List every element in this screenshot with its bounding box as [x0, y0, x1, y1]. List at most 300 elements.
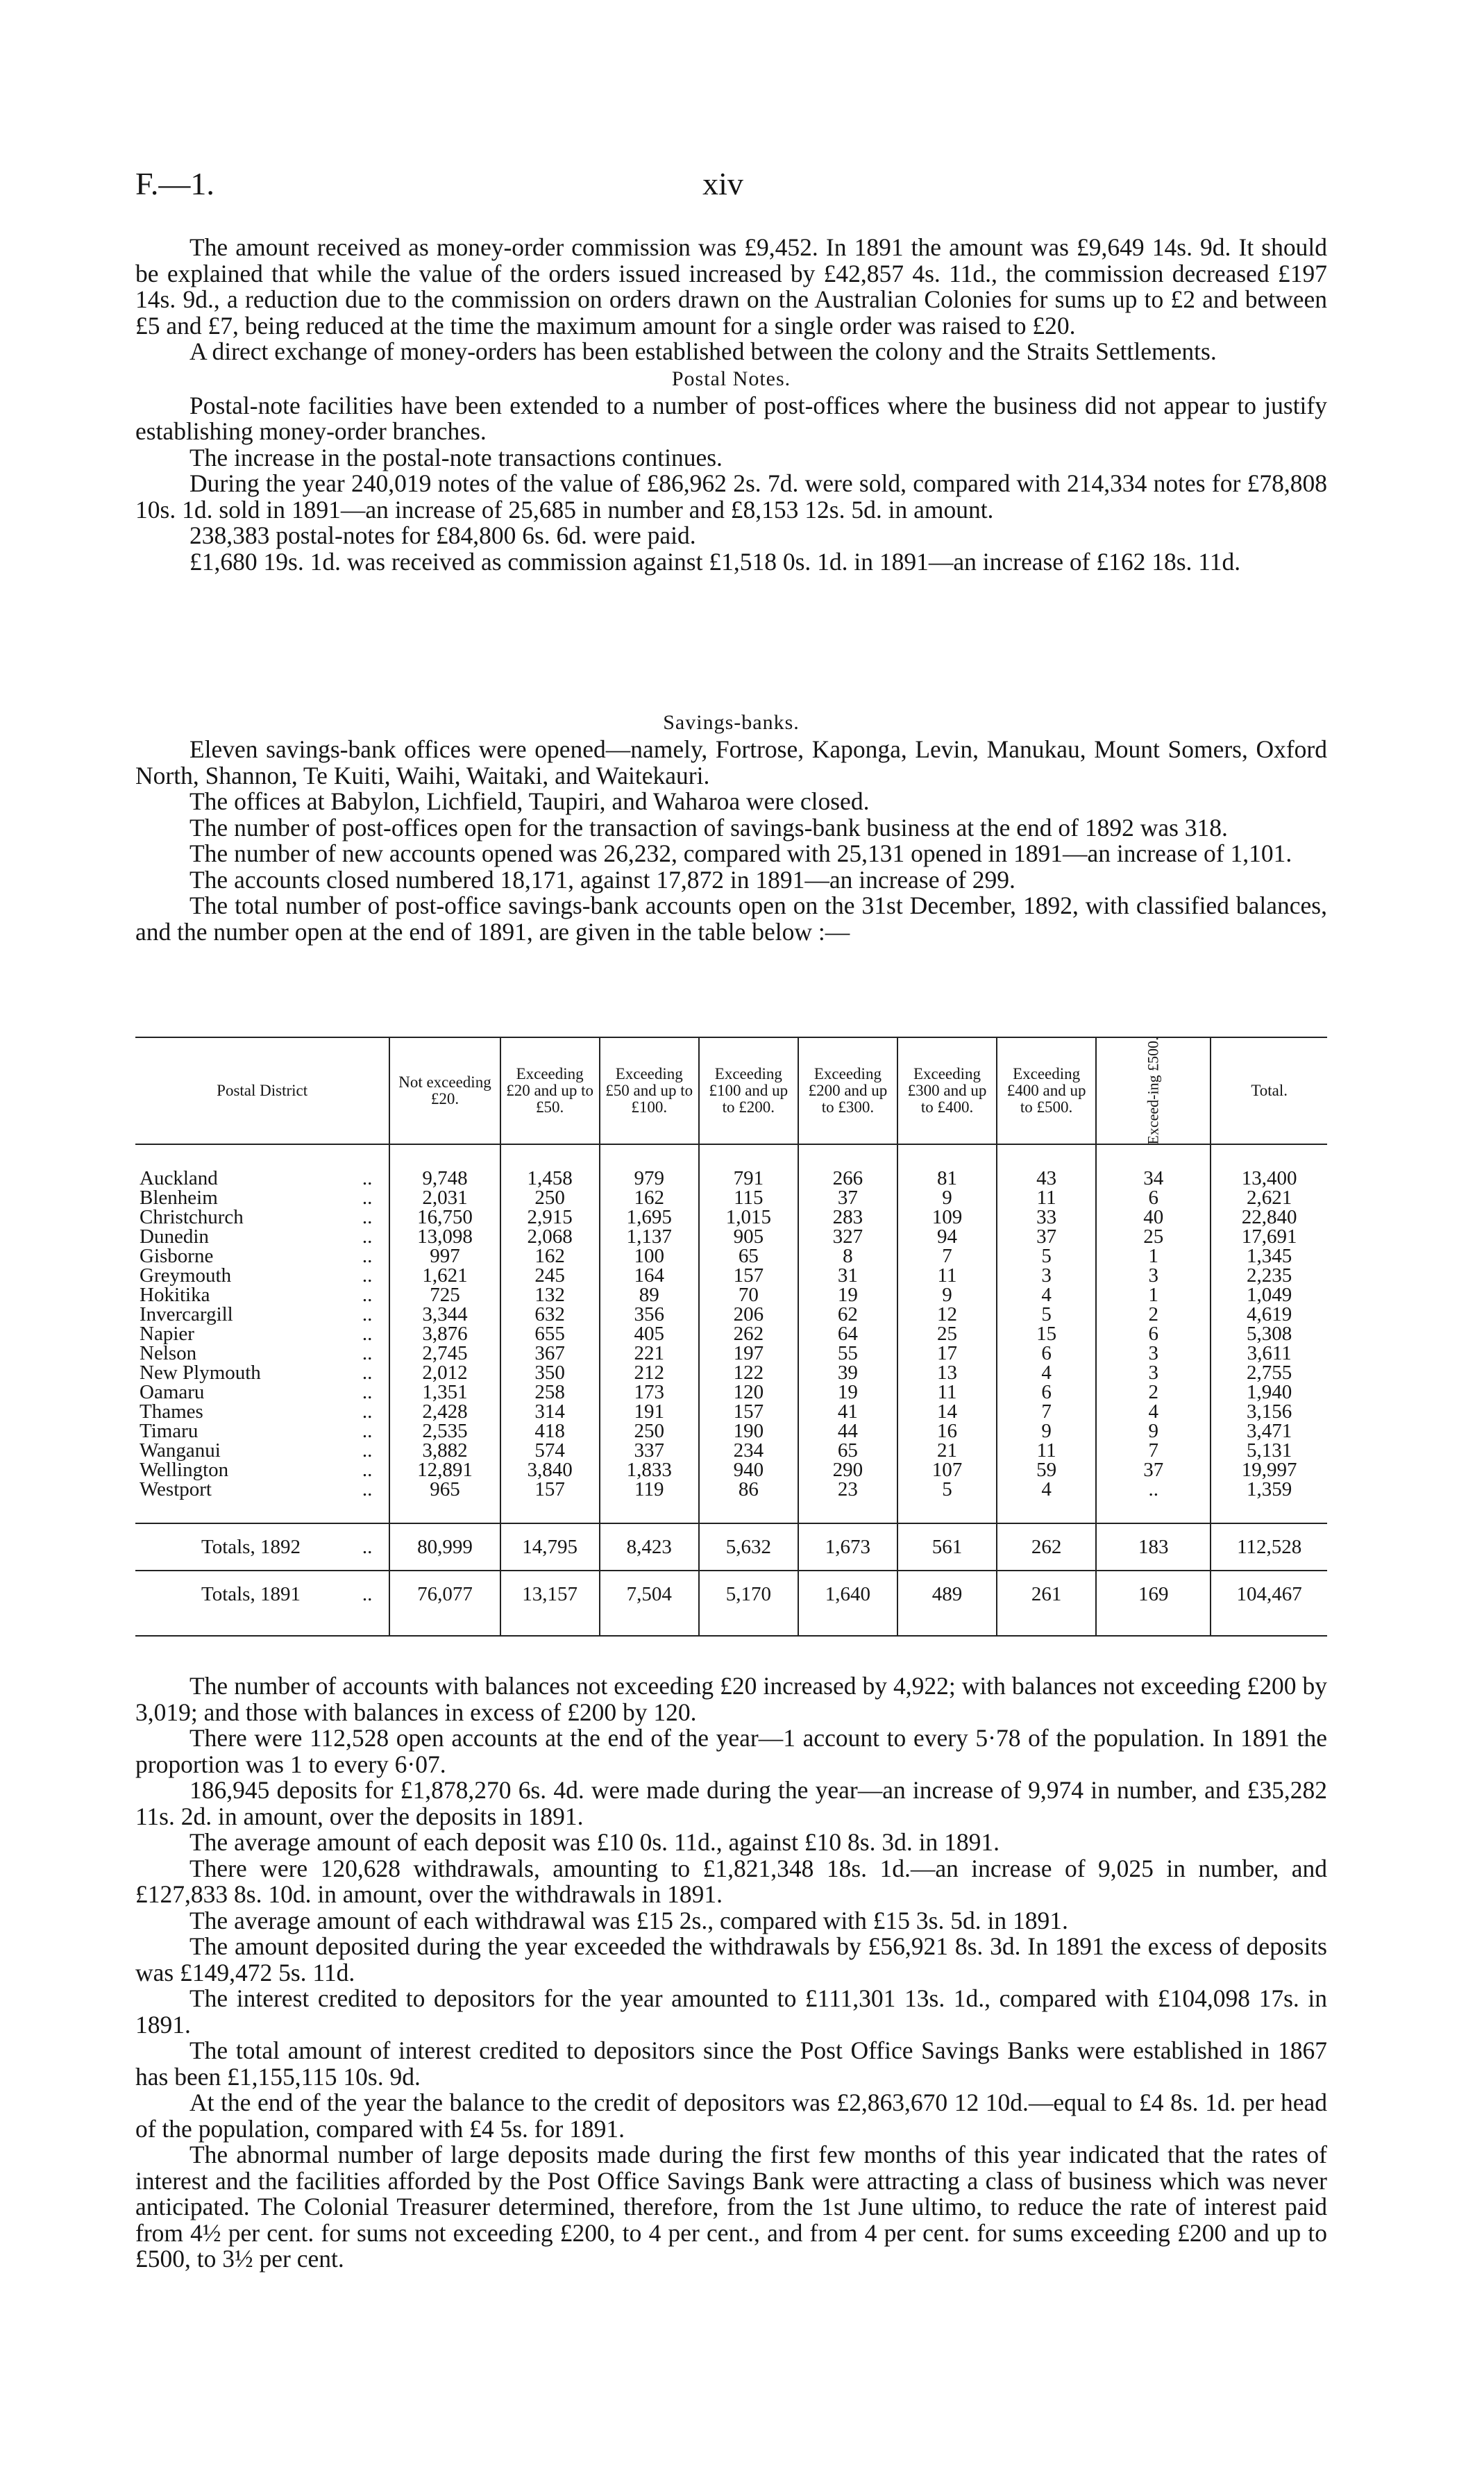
value-cell: 11: [997, 1441, 1096, 1460]
district-name: Auckland: [140, 1167, 218, 1189]
spacer-cell: [600, 1499, 699, 1523]
paragraph: The number of new accounts opened was 26,232, compared with 25,131 opened in 1891—an increase of 1,101.: [189, 839, 1292, 867]
leader-dots: ..: [362, 1206, 373, 1228]
paragraph: There were 112,528 open accounts at the end of the year—1 account to every 5·78 of the population. In 1891 the proportion was 1 to every 6·07.: [135, 1724, 1327, 1778]
header-20-to-50: Exceeding £20 and up to £50.: [500, 1037, 600, 1144]
table-row: [135, 1324, 1327, 1344]
paragraph: The amount deposited during the year exceeded the withdrawals by £56,921 8s. 3d. In 1891 the excess of deposits was £149,472 5s. 11d.: [135, 1932, 1327, 1986]
value-cell: 157: [699, 1266, 798, 1285]
district-cell: [135, 1285, 389, 1305]
value-cell: 44: [798, 1421, 897, 1441]
district-cell: [135, 1421, 389, 1441]
value-cell: 5: [897, 1480, 997, 1499]
spacer-cell: [135, 1144, 389, 1169]
value-cell: 791: [699, 1169, 798, 1188]
value-cell: 89: [600, 1285, 699, 1305]
value-cell: 5: [997, 1246, 1096, 1266]
value-cell: 2,012: [389, 1363, 500, 1382]
paragraph: The increase in the postal-note transactions continues.: [189, 443, 723, 471]
totals-value-cell: 80,999: [389, 1523, 500, 1571]
value-cell: 234: [699, 1441, 798, 1460]
value-cell: 221: [600, 1344, 699, 1363]
leader-dots: ..: [362, 1323, 373, 1345]
spacer-cell: [699, 1617, 798, 1636]
table-row: [135, 1246, 1327, 1266]
value-cell: 4: [997, 1285, 1096, 1305]
value-cell: 9: [897, 1188, 997, 1207]
district-name: Wanganui: [140, 1439, 221, 1462]
value-cell: 109: [897, 1207, 997, 1227]
value-cell: 15: [997, 1324, 1096, 1344]
district-name: Thames: [140, 1400, 203, 1423]
value-cell: 157: [500, 1480, 600, 1499]
spacer-cell: [389, 1499, 500, 1523]
district-cell: [135, 1246, 389, 1266]
value-cell: 3,344: [389, 1305, 500, 1324]
spacer-cell: [1096, 1617, 1211, 1636]
value-cell: 574: [500, 1441, 600, 1460]
value-cell: 1,049: [1211, 1285, 1327, 1305]
district-name: Blenheim: [140, 1187, 218, 1209]
spacer-cell: [389, 1144, 500, 1169]
district-cell: [135, 1344, 389, 1363]
district-cell: [135, 1207, 389, 1227]
spacer-cell: [500, 1499, 600, 1523]
table-row: [135, 1402, 1327, 1421]
leader-dots: ..: [362, 1245, 373, 1267]
value-cell: 1: [1096, 1246, 1211, 1266]
spacer-cell: [1211, 1617, 1327, 1636]
leader-dots: ..: [362, 1264, 373, 1287]
value-cell: 405: [600, 1324, 699, 1344]
table-header-row: [135, 1037, 1327, 1144]
spacer-cell: [997, 1499, 1096, 1523]
value-cell: 9: [1096, 1421, 1211, 1441]
district-name: New Plymouth: [140, 1362, 261, 1384]
value-cell: 965: [389, 1480, 500, 1499]
leader-dots: ..: [362, 1362, 373, 1384]
value-cell: 997: [389, 1246, 500, 1266]
district-cell: [135, 1324, 389, 1344]
paragraph: The offices at Babylon, Lichfield, Taupiri, and Waharoa were closed.: [189, 787, 870, 815]
value-cell: 37: [798, 1188, 897, 1207]
value-cell: 22,840: [1211, 1207, 1327, 1227]
value-cell: 17,691: [1211, 1227, 1327, 1246]
value-cell: 70: [699, 1285, 798, 1305]
district-cell: [135, 1382, 389, 1402]
value-cell: ..: [1096, 1480, 1211, 1499]
value-cell: 1,345: [1211, 1246, 1327, 1266]
totals-value-cell: 183: [1096, 1523, 1211, 1571]
value-cell: 1,833: [600, 1460, 699, 1480]
table-row: [135, 1344, 1327, 1363]
totals-value-cell: 261: [997, 1571, 1096, 1617]
totals-row: [135, 1571, 1327, 1617]
district-cell: [135, 1266, 389, 1285]
totals-label-cell: [135, 1523, 389, 1571]
savings-summary-section: [135, 1673, 1327, 2273]
district-cell: [135, 1227, 389, 1246]
totals-value-cell: 7,504: [600, 1571, 699, 1617]
district-name: Totals, 1892: [201, 1536, 301, 1558]
totals-value-cell: 489: [897, 1571, 997, 1617]
value-cell: 356: [600, 1305, 699, 1324]
leader-dots: ..: [362, 1583, 373, 1605]
value-cell: 245: [500, 1266, 600, 1285]
value-cell: 162: [600, 1188, 699, 1207]
value-cell: 979: [600, 1169, 699, 1188]
value-cell: 190: [699, 1421, 798, 1441]
value-cell: 19,997: [1211, 1460, 1327, 1480]
value-cell: 25: [897, 1324, 997, 1344]
paragraph: The abnormal number of large deposits made during the first few months of this year indicated that the rates of interest and the facilities afforded by the Post Office Savings Bank were attracting a class of business which was never anticipated. The Colonial Treasurer determined, therefore, from the 1st June ultimo, to reduce the rate of interest paid from 4½ per cent. for sums not exceeding £200, to 4 per cent., and from 4 per cent. for sums exceeding £200 and up to £500, to 3½ per cent.: [135, 2141, 1327, 2273]
spacer-cell: [798, 1499, 897, 1523]
value-cell: 725: [389, 1285, 500, 1305]
spacer-cell: [1211, 1499, 1327, 1523]
district-name: Hokitika: [140, 1284, 210, 1306]
spacer-cell: [1096, 1499, 1211, 1523]
spacer-cell: [897, 1499, 997, 1523]
value-cell: 65: [699, 1246, 798, 1266]
value-cell: 11: [997, 1188, 1096, 1207]
paragraph: The interest credited to depositors for the year amounted to £111,301 13s. 1d., compared with £104,098 17s. in 1891.: [135, 1984, 1327, 2039]
value-cell: 250: [500, 1188, 600, 1207]
paragraph: The amount received as money-order commission was £9,452. In 1891 the amount was £9,649 14s. 9d. It should be explained that while the value of the orders issued increased by £42,857 4s. 11d., the commission decreased £197 14s. 9d., a reduction due to the commission on orders drawn on the Australian Colonies for sums up to £2 and between £5 and £7, being reduced at the time the maximum amount for a single order was raised to £20.: [135, 233, 1327, 340]
paragraph: Eleven savings-bank offices were opened—namely, Fortrose, Kaponga, Levin, Manukau, Mount Somers, Oxford North, Shannon, Te Kuiti, Waihi, Waitaki, and Waitekauri.: [135, 735, 1327, 789]
value-cell: 119: [600, 1480, 699, 1499]
value-cell: 12,891: [389, 1460, 500, 1480]
paragraph: There were 120,628 withdrawals, amounting to £1,821,348 18s. 1d.—an increase of 9,025 in number, and £127,833 8s. 10d. in amount, over the withdrawals in 1891.: [135, 1854, 1327, 1908]
value-cell: 19: [798, 1382, 897, 1402]
paragraph: The total number of post-office savings-bank accounts open on the 31st December, 1892, with classified balances, and the number open at the end of 1891, are given in the table below :—: [135, 892, 1327, 946]
value-cell: 81: [897, 1169, 997, 1188]
spacer-cell: [600, 1144, 699, 1169]
value-cell: 266: [798, 1169, 897, 1188]
spacer-cell: [897, 1617, 997, 1636]
district-cell: [135, 1363, 389, 1382]
value-cell: 122: [699, 1363, 798, 1382]
value-cell: 162: [500, 1246, 600, 1266]
totals-row: [135, 1523, 1327, 1571]
value-cell: 1: [1096, 1285, 1211, 1305]
table-row: [135, 1188, 1327, 1207]
value-cell: 3,156: [1211, 1402, 1327, 1421]
totals-label-cell: [135, 1571, 389, 1617]
value-cell: 31: [798, 1266, 897, 1285]
header-total: Total.: [1211, 1037, 1327, 1144]
savings-accounts-table: [135, 1037, 1327, 1637]
value-cell: 3: [997, 1266, 1096, 1285]
value-cell: 1,940: [1211, 1382, 1327, 1402]
value-cell: 19: [798, 1285, 897, 1305]
value-cell: 7: [897, 1246, 997, 1266]
value-cell: 86: [699, 1480, 798, 1499]
value-cell: 59: [997, 1460, 1096, 1480]
value-cell: 13,400: [1211, 1169, 1327, 1188]
value-cell: 43: [997, 1169, 1096, 1188]
spacer-cell: [389, 1617, 500, 1636]
value-cell: 37: [1096, 1460, 1211, 1480]
value-cell: 290: [798, 1460, 897, 1480]
totals-value-cell: 561: [897, 1523, 997, 1571]
value-cell: 6: [1096, 1188, 1211, 1207]
value-cell: 13: [897, 1363, 997, 1382]
paragraph: 186,945 deposits for £1,878,270 6s. 4d. were made during the year—an increase of 9,974 in number, and £35,282 11s. 2d. in amount, over the deposits in 1891.: [135, 1776, 1327, 1830]
spacer-cell: [798, 1617, 897, 1636]
totals-value-cell: 14,795: [500, 1523, 600, 1571]
table-row: [135, 1441, 1327, 1460]
value-cell: 64: [798, 1324, 897, 1344]
value-cell: 2,755: [1211, 1363, 1327, 1382]
value-cell: 6: [997, 1382, 1096, 1402]
document-code: F.—1.: [135, 166, 214, 201]
table-row: [135, 1382, 1327, 1402]
value-cell: 13,098: [389, 1227, 500, 1246]
totals-value-cell: 13,157: [500, 1571, 600, 1617]
leader-dots: ..: [362, 1536, 373, 1558]
value-cell: 34: [1096, 1169, 1211, 1188]
value-cell: 62: [798, 1305, 897, 1324]
value-cell: 1,621: [389, 1266, 500, 1285]
value-cell: 2,535: [389, 1421, 500, 1441]
value-cell: 7: [1096, 1441, 1211, 1460]
value-cell: 2,428: [389, 1402, 500, 1421]
value-cell: 2: [1096, 1305, 1211, 1324]
value-cell: 132: [500, 1285, 600, 1305]
spacer-cell: [600, 1617, 699, 1636]
value-cell: 16: [897, 1421, 997, 1441]
value-cell: 283: [798, 1207, 897, 1227]
leader-dots: ..: [362, 1381, 373, 1403]
value-cell: 3: [1096, 1363, 1211, 1382]
header-300-to-400: Exceeding £300 and up to £400.: [897, 1037, 997, 1144]
district-name: Oamaru: [140, 1381, 205, 1403]
value-cell: 41: [798, 1402, 897, 1421]
district-cell: [135, 1460, 389, 1480]
value-cell: 3,471: [1211, 1421, 1327, 1441]
paragraph: The number of post-offices open for the transaction of savings-bank business at the end of 1892 was 318.: [189, 813, 1228, 842]
value-cell: 4: [997, 1363, 1096, 1382]
money-order-section: [135, 235, 1327, 575]
district-cell: [135, 1188, 389, 1207]
paragraph: The average amount of each deposit was £10 0s. 11d., against £10 8s. 3d. in 1891.: [189, 1828, 1000, 1856]
value-cell: 40: [1096, 1207, 1211, 1227]
district-name: Timaru: [140, 1420, 199, 1442]
paragraph: The average amount of each withdrawal was £15 2s., compared with £15 3s. 5d. in 1891.: [189, 1906, 1068, 1934]
value-cell: 5: [997, 1305, 1096, 1324]
district-name: Totals, 1891: [201, 1583, 301, 1605]
value-cell: 164: [600, 1266, 699, 1285]
totals-value-cell: 1,673: [798, 1523, 897, 1571]
value-cell: 212: [600, 1363, 699, 1382]
spacer-cell: [500, 1144, 600, 1169]
totals-value-cell: 8,423: [600, 1523, 699, 1571]
value-cell: 100: [600, 1246, 699, 1266]
header-not-exceeding-20: Not exceeding £20.: [389, 1037, 500, 1144]
value-cell: 350: [500, 1363, 600, 1382]
value-cell: 2,621: [1211, 1188, 1327, 1207]
value-cell: 9,748: [389, 1169, 500, 1188]
value-cell: 1,359: [1211, 1480, 1327, 1499]
value-cell: 16,750: [389, 1207, 500, 1227]
district-name: Dunedin: [140, 1225, 209, 1248]
district-name: Nelson: [140, 1342, 197, 1364]
spacer-cell: [135, 1499, 389, 1523]
table-row: [135, 1227, 1327, 1246]
value-cell: 120: [699, 1382, 798, 1402]
header-100-to-200: Exceeding £100 and up to £200.: [699, 1037, 798, 1144]
value-cell: 2,068: [500, 1227, 600, 1246]
leader-dots: ..: [362, 1284, 373, 1306]
value-cell: 6: [1096, 1324, 1211, 1344]
spacer-cell: [699, 1144, 798, 1169]
totals-value-cell: 262: [997, 1523, 1096, 1571]
header-postal-district: Postal District: [135, 1037, 389, 1144]
district-name: Napier: [140, 1323, 194, 1345]
leader-dots: ..: [362, 1167, 373, 1189]
district-name: Invercargill: [140, 1303, 233, 1325]
value-cell: 33: [997, 1207, 1096, 1227]
value-cell: 1,351: [389, 1382, 500, 1402]
leader-dots: ..: [362, 1459, 373, 1481]
spacer-cell: [997, 1617, 1096, 1636]
table-row: [135, 1460, 1327, 1480]
table-row: [135, 1169, 1327, 1188]
value-cell: 107: [897, 1460, 997, 1480]
table-row: [135, 1305, 1327, 1324]
value-cell: 7: [997, 1402, 1096, 1421]
spacer-cell: [500, 1617, 600, 1636]
value-cell: 3: [1096, 1266, 1211, 1285]
value-cell: 418: [500, 1421, 600, 1441]
leader-dots: ..: [362, 1303, 373, 1325]
totals-value-cell: 5,632: [699, 1523, 798, 1571]
value-cell: 2: [1096, 1382, 1211, 1402]
totals-value-cell: 5,170: [699, 1571, 798, 1617]
value-cell: 197: [699, 1344, 798, 1363]
paragraph: The total amount of interest credited to depositors since the Post Office Savings Banks were established in 1867 has been £1,155,115 10s. 9d.: [135, 2036, 1327, 2091]
value-cell: 115: [699, 1188, 798, 1207]
value-cell: 2,745: [389, 1344, 500, 1363]
paragraph: 238,383 postal-notes for £84,800 6s. 6d. were paid.: [189, 521, 696, 549]
value-cell: 327: [798, 1227, 897, 1246]
value-cell: 37: [997, 1227, 1096, 1246]
district-cell: [135, 1169, 389, 1188]
table-row: [135, 1421, 1327, 1441]
table-row: [135, 1285, 1327, 1305]
header-200-to-300: Exceeding £200 and up to £300.: [798, 1037, 897, 1144]
value-cell: 3,876: [389, 1324, 500, 1344]
district-name: Gisborne: [140, 1245, 214, 1267]
district-cell: [135, 1441, 389, 1460]
spacer-row: [135, 1499, 1327, 1523]
spacer-cell: [1096, 1144, 1211, 1169]
value-cell: 191: [600, 1402, 699, 1421]
district-name: Greymouth: [140, 1264, 232, 1287]
value-cell: 2,915: [500, 1207, 600, 1227]
district-name: Wellington: [140, 1459, 229, 1481]
header-400-to-500: Exceeding £400 and up to £500.: [997, 1037, 1096, 1144]
value-cell: 8: [798, 1246, 897, 1266]
district-cell: [135, 1402, 389, 1421]
value-cell: 905: [699, 1227, 798, 1246]
value-cell: 250: [600, 1421, 699, 1441]
value-cell: 1,137: [600, 1227, 699, 1246]
value-cell: 337: [600, 1441, 699, 1460]
header-exceeding-500: Exceed-ing £500.: [1096, 1037, 1211, 1144]
leader-dots: ..: [362, 1225, 373, 1248]
paragraph: At the end of the year the balance to the credit of depositors was £2,863,670 12 10d.—equal to £4 8s. 1d. per head of the population, compared with £4 5s. for 1891.: [135, 2089, 1327, 2143]
value-cell: 5,308: [1211, 1324, 1327, 1344]
value-cell: 9: [997, 1421, 1096, 1441]
district-cell: [135, 1480, 389, 1499]
paragraph: A direct exchange of money-orders has been established between the colony and the Straits Settlements.: [189, 337, 1217, 365]
value-cell: 3,882: [389, 1441, 500, 1460]
leader-dots: ..: [362, 1420, 373, 1442]
value-cell: 258: [500, 1382, 600, 1402]
spacer-cell: [897, 1144, 997, 1169]
district-name: Christchurch: [140, 1206, 244, 1228]
spacer-cell: [1211, 1144, 1327, 1169]
value-cell: 1,015: [699, 1207, 798, 1227]
spacer-cell: [699, 1499, 798, 1523]
paragraph: Postal-note facilities have been extended to a number of post-offices where the business did not appear to justify establishing money-order branches.: [135, 391, 1327, 445]
spacer-cell: [997, 1144, 1096, 1169]
paragraph: During the year 240,019 notes of the value of £86,962 2s. 7d. were sold, compared with 214,334 notes for £78,808 10s. 1d. sold in 1891—an increase of 25,685 in number and £8,153 12s. 5d. in amount.: [135, 469, 1327, 524]
table-row: [135, 1207, 1327, 1227]
savings-banks-section: [135, 709, 1327, 945]
table-bottom-row: [135, 1617, 1327, 1636]
totals-value-cell: 76,077: [389, 1571, 500, 1617]
table-row: [135, 1363, 1327, 1382]
leader-dots: ..: [362, 1439, 373, 1462]
value-cell: 11: [897, 1382, 997, 1402]
value-cell: 4,619: [1211, 1305, 1327, 1324]
value-cell: 3,611: [1211, 1344, 1327, 1363]
page-number: xiv: [702, 166, 743, 201]
paragraph: The number of accounts with balances not exceeding £20 increased by 4,922; with balances not exceeding £200 by 3,019; and those with balances in excess of £200 by 120.: [135, 1672, 1327, 1726]
totals-value-cell: 104,467: [1211, 1571, 1327, 1617]
value-cell: 14: [897, 1402, 997, 1421]
value-cell: 2,235: [1211, 1266, 1327, 1285]
value-cell: 65: [798, 1441, 897, 1460]
value-cell: 1,458: [500, 1169, 600, 1188]
value-cell: 314: [500, 1402, 600, 1421]
value-cell: 55: [798, 1344, 897, 1363]
value-cell: 655: [500, 1324, 600, 1344]
value-cell: 157: [699, 1402, 798, 1421]
value-cell: 11: [897, 1266, 997, 1285]
section-heading-postal-notes: Postal Notes.: [671, 367, 791, 390]
value-cell: 94: [897, 1227, 997, 1246]
value-cell: 632: [500, 1305, 600, 1324]
table-row: [135, 1266, 1327, 1285]
value-cell: 12: [897, 1305, 997, 1324]
totals-value-cell: 169: [1096, 1571, 1211, 1617]
leader-dots: ..: [362, 1342, 373, 1364]
value-cell: 4: [997, 1480, 1096, 1499]
value-cell: 6: [997, 1344, 1096, 1363]
value-cell: 3: [1096, 1344, 1211, 1363]
leader-dots: ..: [362, 1400, 373, 1423]
leader-dots: ..: [362, 1478, 373, 1500]
leader-dots: ..: [362, 1187, 373, 1209]
totals-value-cell: 112,528: [1211, 1523, 1327, 1571]
paragraph: £1,680 19s. 1d. was received as commission against £1,518 0s. 1d. in 1891—an increase of £162 18s. 11d.: [189, 547, 1241, 576]
table-row: [135, 1480, 1327, 1499]
value-cell: 367: [500, 1344, 600, 1363]
value-cell: 39: [798, 1363, 897, 1382]
